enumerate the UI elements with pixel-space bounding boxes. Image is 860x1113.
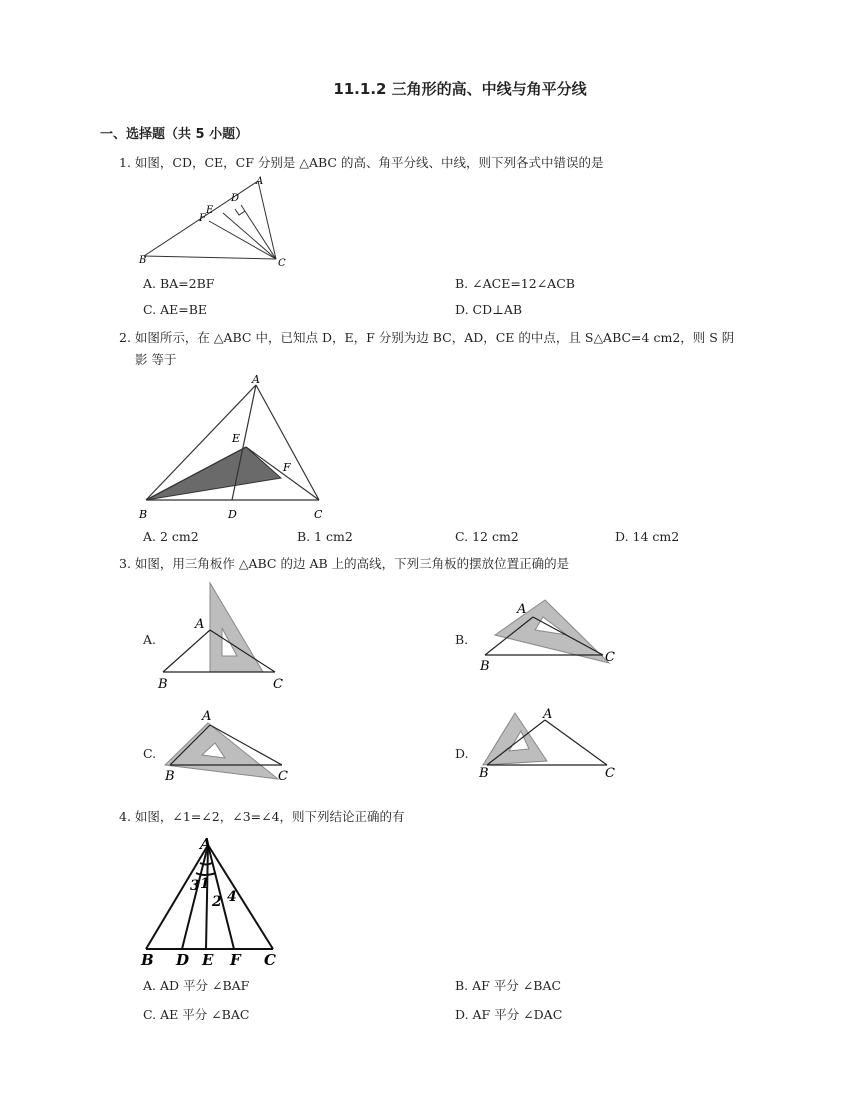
q3-figure-c	[160, 705, 305, 785]
q2-label-f: F	[283, 461, 291, 474]
q2-option-b[interactable]: B. 1 cm2	[297, 529, 353, 544]
q3-figure-b	[475, 595, 625, 675]
q4-option-a[interactable]: A. AD 平分 ∠BAF	[143, 978, 250, 993]
q4-option-d[interactable]: D. AF 平分 ∠DAC	[455, 1007, 563, 1022]
q4-label-c: C	[264, 951, 276, 968]
q4-label-b: B	[141, 951, 154, 968]
q2-label-d: D	[228, 508, 237, 521]
q3d-label-c: C	[605, 766, 615, 781]
question-4-stem: 4. 如图，∠1=∠2，∠3=∠4，则下列结论正确的有	[119, 809, 405, 824]
q1-label-c: C	[278, 258, 286, 269]
question-3-stem: 3. 如图，用三角板作 △ABC 的边 AB 上的高线，下列三角板的摆放位置正确的是	[119, 556, 570, 571]
q4-label-a: A	[200, 835, 212, 853]
q1-option-c[interactable]: C. AE=BE	[143, 302, 208, 317]
q2-label-a: A	[252, 373, 260, 386]
q3c-label-b: B	[165, 769, 175, 784]
q3b-label-a: A	[517, 602, 527, 617]
q3-figure-a	[155, 580, 295, 692]
q3d-label-b: B	[479, 766, 489, 781]
question-2-stem-line1: 2. 如图所示，在 △ABC 中，已知点 D，E，F 分别为边 BC，AD，CE 的中点，且 S△ABC=4 cm2，则 S 阴	[119, 330, 735, 345]
question-1-stem: 1. 如图，CD，CE，CF 分别是 △ABC 的高、角平分线、中线，则下列各式中错误的是	[119, 155, 604, 170]
q3b-label-c: C	[605, 650, 615, 665]
q3a-label-a: A	[195, 617, 205, 632]
q4-angle-4: 4	[227, 889, 237, 905]
q4-angle-3: 3	[190, 878, 200, 894]
q4-label-f: F	[230, 951, 241, 968]
question-2-figure	[136, 372, 331, 522]
q3a-label-c: C	[273, 677, 283, 692]
q4-label-e: E	[202, 951, 214, 968]
q1-label-a: A	[256, 176, 264, 187]
q1-option-b[interactable]: B. ∠ACE=12∠ACB	[455, 276, 575, 291]
q2-label-e: E	[232, 432, 241, 445]
q4-option-c[interactable]: C. AE 平分 ∠BAC	[143, 1007, 250, 1022]
q4-angle-2: 2	[212, 894, 222, 910]
q3-option-d-letter[interactable]: D.	[455, 746, 469, 761]
q1-option-a[interactable]: A. BA=2BF	[143, 276, 215, 291]
q1-option-d[interactable]: D. CD⊥AB	[455, 302, 523, 317]
section-heading: 一、选择题（共 5 小题）	[100, 127, 249, 142]
q3c-label-c: C	[278, 769, 288, 784]
q3-figure-d	[475, 705, 625, 785]
q2-option-d[interactable]: D. 14 cm2	[615, 529, 680, 544]
q3b-label-b: B	[480, 659, 490, 674]
q3-option-a-letter[interactable]: A.	[143, 632, 157, 647]
q2-label-c: C	[314, 508, 323, 521]
q3-option-c-letter[interactable]: C.	[143, 746, 157, 761]
q3-option-b-letter[interactable]: B.	[455, 632, 469, 647]
q2-option-c[interactable]: C. 12 cm2	[455, 529, 519, 544]
question-4-figure	[138, 833, 283, 968]
q1-label-f: F	[199, 213, 206, 224]
q4-option-b[interactable]: B. AF 平分 ∠BAC	[455, 978, 562, 993]
page-title: 11.1.2 三角形的高、中线与角平分线	[333, 80, 587, 98]
q1-label-e: E	[206, 205, 214, 216]
q3d-label-a: A	[543, 707, 553, 722]
q2-option-a[interactable]: A. 2 cm2	[143, 529, 199, 544]
q3c-label-a: A	[202, 709, 212, 724]
question-1-figure	[136, 175, 296, 270]
q4-angle-1: 1	[200, 876, 210, 892]
q4-label-d: D	[176, 951, 190, 968]
q1-label-d: D	[231, 193, 240, 204]
q3a-label-b: B	[158, 677, 168, 692]
q2-label-b: B	[139, 508, 148, 521]
question-2-stem-line2: 影 等于	[135, 352, 177, 367]
q1-label-b: B	[139, 255, 147, 266]
